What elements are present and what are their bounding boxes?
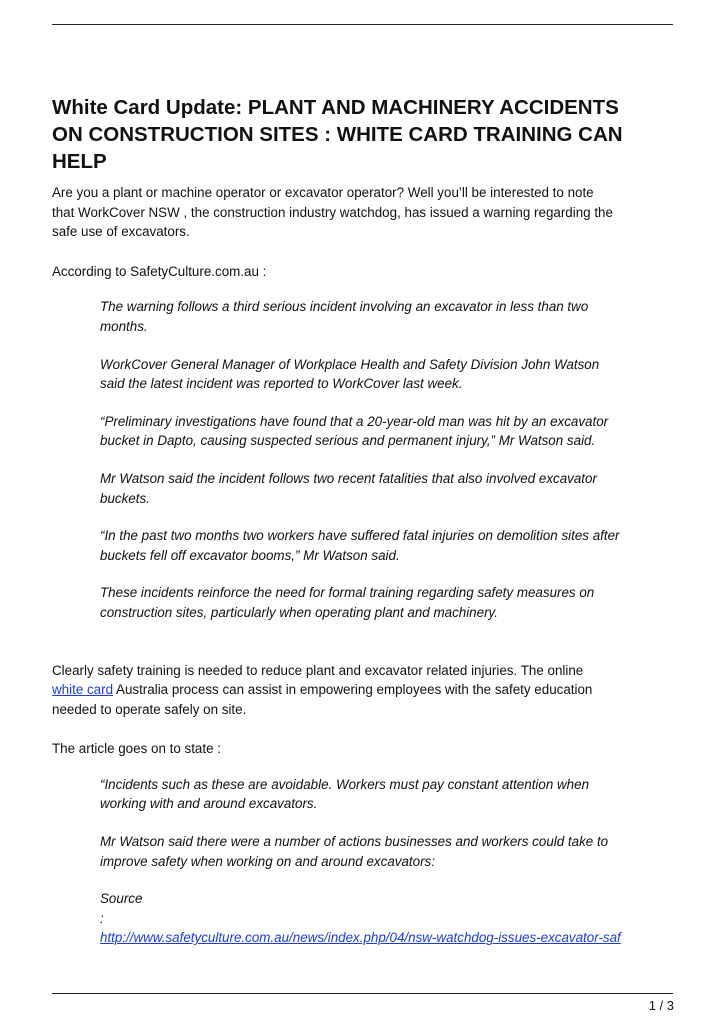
clearly-paragraph <box>52 661 677 720</box>
clearly-after-link: Australia process can assist in empowering employees with the safety education needed to operate safely on site. <box>52 682 593 717</box>
blockquote-2 <box>100 775 680 948</box>
page-number: 1 / 3 <box>648 998 674 1013</box>
source-colon: : <box>100 910 104 926</box>
blockquote-1 <box>100 297 680 622</box>
quote-paragraph: “Preliminary investigations have found that a 20-year-old man was hit by an excavator bucket in Dapto, causing suspected serious and permanent injury,” Mr Watson said. <box>100 413 609 449</box>
source-block <box>100 889 680 948</box>
page-title: White Card Update: PLANT AND MACHINERY ACCIDENTS ON CONSTRUCTION SITES : WHITE CARD TRAINING CAN HELP <box>52 96 623 173</box>
quote-paragraph: The warning follows a third serious incident involving an excavator in less than two months. <box>100 299 589 334</box>
source-label: Source <box>100 891 143 907</box>
according-to-paragraph: According to SafetyCulture.com.au : <box>52 263 267 279</box>
white-card-link[interactable]: white card <box>52 682 114 698</box>
quote-paragraph: Mr Watson said there were a number of actions businesses and workers could take to improve safety when working on and around excavators: <box>100 834 609 869</box>
quote-paragraph: “In the past two months two workers have suffered fatal injuries on demolition sites after buckets fell off excavator booms,” Mr Watson said. <box>100 528 620 563</box>
quote-paragraph: WorkCover General Manager of Workplace Health and Safety Division John Watson said the latest incident was reported to WorkCover last week. <box>100 356 600 392</box>
clearly-line-1: Clearly safety training is needed to reduce plant and excavator related injuries. The online <box>52 662 584 678</box>
quote-paragraph: Mr Watson said the incident follows two recent fatalities that also involved excavator buckets. <box>100 470 597 506</box>
quote-paragraph: “Incidents such as these are avoidable. Workers must pay constant attention when working with and around excavators. <box>100 776 590 812</box>
source-url-link[interactable]: http://www.safetyculture.com.au/news/index.php/04/nsw-watchdog-issues-excavator-saf <box>100 930 621 946</box>
header-rule <box>52 24 673 25</box>
intro-paragraph: Are you a plant or machine operator or excavator operator? Well you’ll be interested to note that WorkCover NSW , the construction industry watchdog, has issued a warning regarding the safe use of excavators. <box>52 185 613 240</box>
footer-rule <box>52 993 673 994</box>
document-body <box>52 94 677 948</box>
quote-paragraph: These incidents reinforce the need for formal training regarding safety measures on construction sites, particularly when operating plant and machinery. <box>100 585 595 620</box>
article-goes-on-paragraph: The article goes on to state : <box>52 741 221 757</box>
